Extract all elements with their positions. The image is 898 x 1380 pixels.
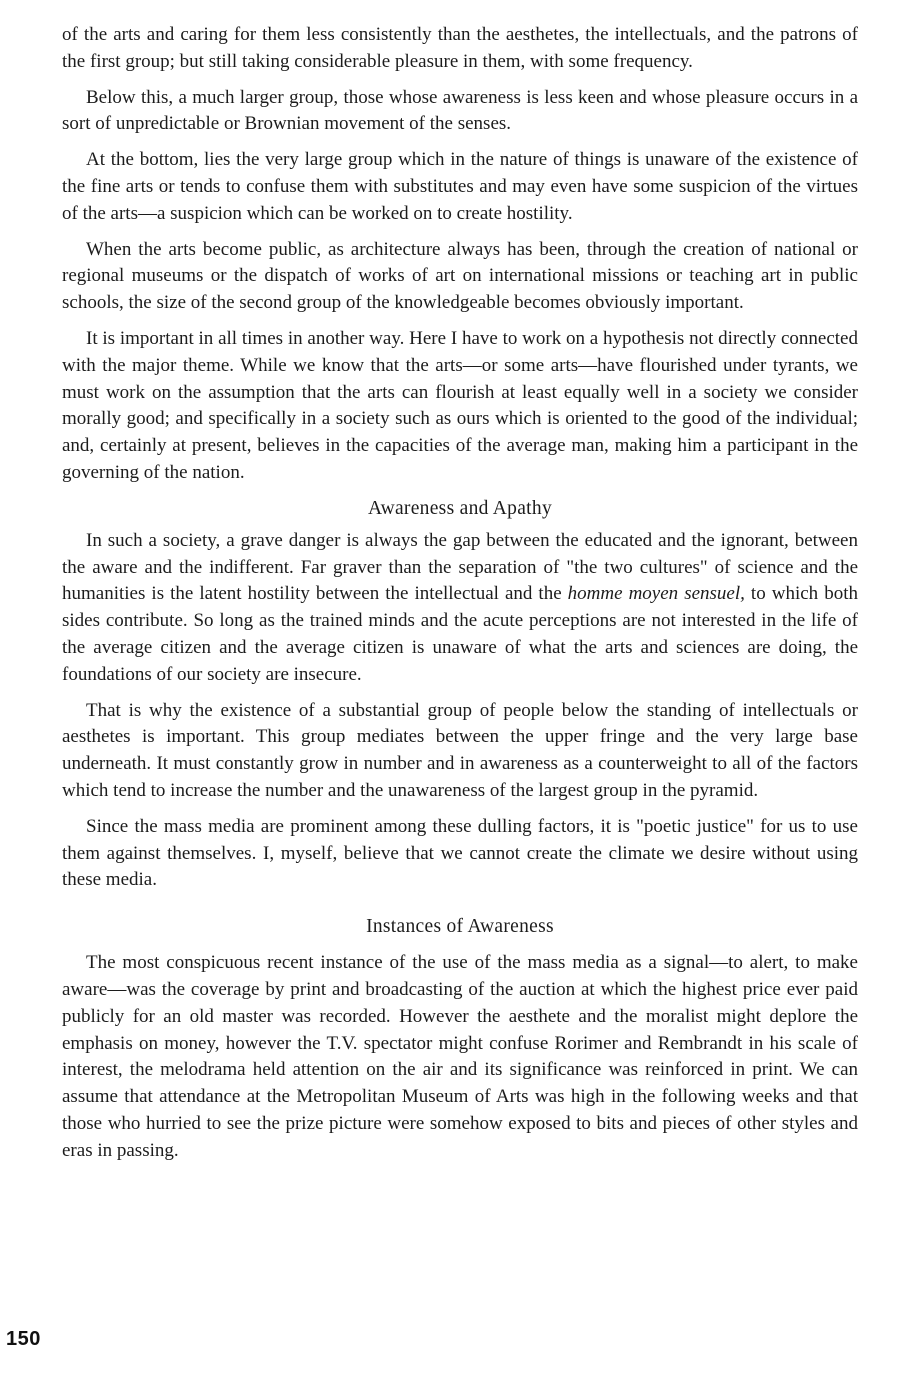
paragraph-grave-danger xyxy=(62,528,858,689)
paragraph-below-group: Below this, a much larger group, those whose awareness is less keen and whose pleasure occurs in a sort of unpredictable or Brownian movement of the senses. xyxy=(62,86,858,135)
italic-phrase: homme moyen sensuel, xyxy=(567,583,745,605)
paragraph-conspicuous-instance: The most conspicuous recent instance of the use of the mass media as a signal—to alert, to make aware—was the coverage by print and broadcasting of the auction at which the highest price ever paid publicly for an old master was recorded. However the aesthete and the moralist might deplore the emphasis on money, however the T.V. spectator might confuse Rorimer and Rembrandt in his scale of interest, the melodrama held attention on the air and its significance was reinforced in print. We can assume that attendance at the Metropolitan Museum of Arts was high in the following weeks and that those who hurried to see the prize picture were somehow exposed to bits and pieces of other styles and eras in passing. xyxy=(62,952,858,1161)
page-body xyxy=(62,22,858,1173)
paragraph-substantial-group: That is why the existence of a substantial group of people below the standing of intellectuals or aesthetes is important. This group mediates between the upper fringe and the very large base underneath. It must constantly grow in number and in awareness as a counterweight to all of the factors which tend to increase the number and the unawareness of the largest group in the pyramid. xyxy=(62,699,858,801)
paragraph-continued: of the arts and caring for them less consistently than the aesthetes, the intellectuals, and the patrons of the first group; but still taking considerable pleasure in them, with some frequency. xyxy=(62,24,858,72)
section-heading-instances-awareness: Instances of Awareness xyxy=(366,916,554,938)
paragraph-arts-public: When the arts become public, as architecture always has been, through the creation of national or regional museums or the dispatch of works of art on international missions or teaching art in public schools, the size of the second group of the knowledgeable becomes obviously important. xyxy=(62,238,858,314)
text-run: to which both sides contribute. So long as the trained minds and the acute perceptions are not interested in the life of the average citizen and the average citizen is unaware of what the arts and sciences are doing, the foundations of our society are insecure. xyxy=(62,583,858,685)
paragraph-bottom-group: At the bottom, lies the very large group which in the nature of things is unaware of the existence of the fine arts or tends to confuse them with substitutes and may even have some suspicion of the virtues of the arts—a suspicion which can be worked on to create hostility. xyxy=(62,149,858,224)
paragraph-hypothesis: It is important in all times in another way. Here I have to work on a hypothesis not directly connected with the major theme. While we know that the arts—or some arts—have flourished under tyrants, we must work on the assumption that the arts can flourish at least equally well in a society we consider morally good; and specifically in a society such as ours which is oriented to the good of the individual; and, certainly at present, believes in the capacities of the average man, making him a participant in the governing of the nation. xyxy=(62,327,858,483)
page-number: 150 xyxy=(6,1328,41,1350)
paragraph-mass-media: Since the mass media are prominent among these dulling factors, it is "poetic justice" for us to use them against themselves. I, myself, believe that we cannot create the climate we desire without using these media. xyxy=(62,815,858,891)
section-heading-awareness-apathy: Awareness and Apathy xyxy=(368,497,552,519)
text-run: In such a society, a grave danger is always the gap between the educated and the ignorant, between the aware and the indifferent. Far graver than the separation of "the two cultures" of science and the humanities is the latent hostility between the intellectual and the xyxy=(62,529,858,605)
